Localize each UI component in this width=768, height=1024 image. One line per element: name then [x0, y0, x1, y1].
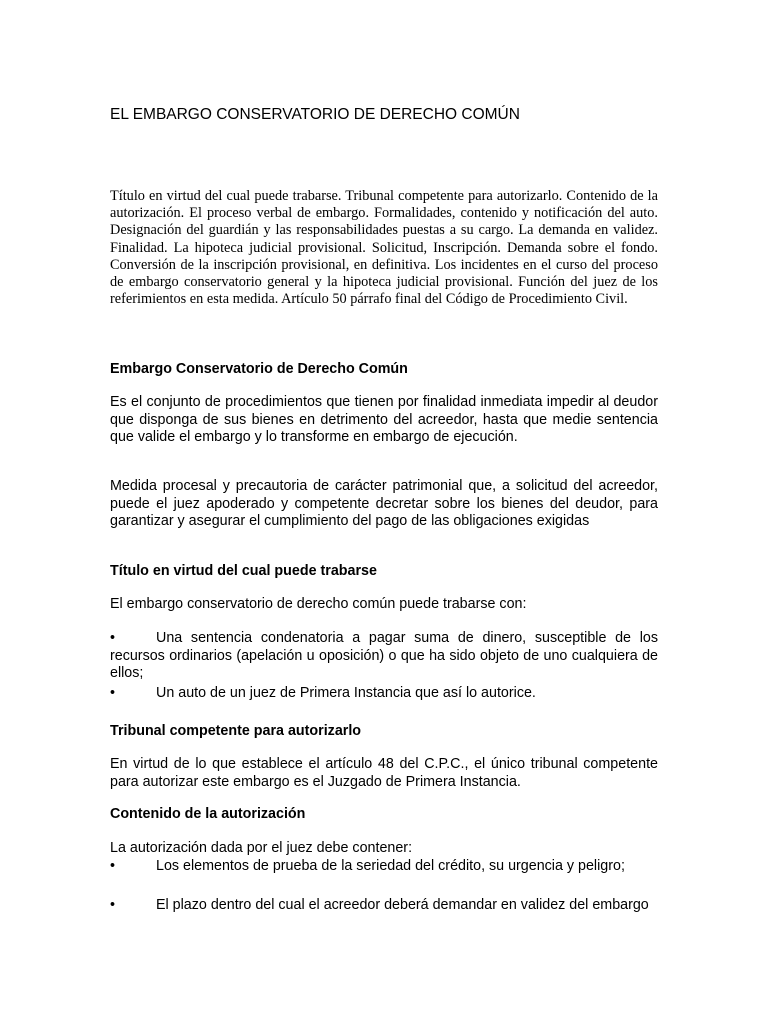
list-item	[110, 685, 658, 703]
list-item-text: Un auto de un juez de Primera Instancia que así lo autorice.	[156, 685, 536, 701]
list-item	[110, 630, 658, 683]
document-title: EL EMBARGO CONSERVATORIO DE DERECHO COMÚN	[110, 106, 520, 123]
bullet-icon: •	[110, 858, 116, 874]
section-heading-titulo: Título en virtud del cual puede trabarse	[110, 563, 377, 579]
list-item	[110, 858, 658, 876]
bullet-icon: •	[110, 685, 116, 701]
list-item-text: Una sentencia condenatoria a pagar suma de dinero, susceptible de los recursos ordinarios (apelación u oposición) o que ha sido objeto de uno cualquiera de ellos;	[110, 630, 658, 681]
definition-paragraph-2: Medida procesal y precautoria de carácter patrimonial que, a solicitud del acreedor, puede el juez apoderado y competente decretar sobre los bienes del deudor, para garantizar y asegurar el cumplimiento del pago de las obligaciones exigidas	[110, 478, 658, 529]
section-heading-contenido: Contenido de la autorización	[110, 806, 306, 822]
titulo-intro: El embargo conservatorio de derecho común puede trabarse con:	[110, 596, 527, 612]
document-abstract: Título en virtud del cual puede trabarse. Tribunal competente para autorizarlo. Contenido de la autorización. El proceso verbal de embargo. Formalidades, contenido y notificación del auto. Designación del guardián y las responsabilidades puestas a su cargo. La demanda en validez. Finalidad. La hipoteca judicial provisional. Solicitud, Inscripción. Demanda sobre el fondo. Conversión de la inscripción provisional, en definitiva. Los incidentes en el curso del proceso de embargo conservatorio general y la hipoteca judicial provisional. Función del juez de los referimientos en esta medida. Artículo 50 párrafo final del Código de Procedimiento Civil.	[110, 188, 658, 308]
bullet-icon: •	[110, 630, 116, 646]
bullet-icon: •	[110, 897, 116, 913]
list-item	[110, 897, 658, 915]
list-item-text: Los elementos de prueba de la seriedad del crédito, su urgencia y peligro;	[156, 858, 625, 874]
section-heading-embargo: Embargo Conservatorio de Derecho Común	[110, 361, 408, 377]
list-item-text: El plazo dentro del cual el acreedor deberá demandar en validez del embargo	[156, 897, 649, 913]
section-heading-tribunal: Tribunal competente para autorizarlo	[110, 723, 362, 739]
tribunal-paragraph: En virtud de lo que establece el artículo 48 del C.P.C., el único tribunal competente para autorizar este embargo es el Juzgado de Primera Instancia.	[110, 756, 658, 790]
definition-paragraph-1: Es el conjunto de procedimientos que tienen por finalidad inmediata impedir al deudor que disponga de sus bienes en detrimento del acreedor, hasta que medie sentencia que valide el embargo y lo transforme en embargo de ejecución.	[110, 394, 658, 445]
contenido-intro: La autorización dada por el juez debe contener:	[110, 840, 413, 856]
